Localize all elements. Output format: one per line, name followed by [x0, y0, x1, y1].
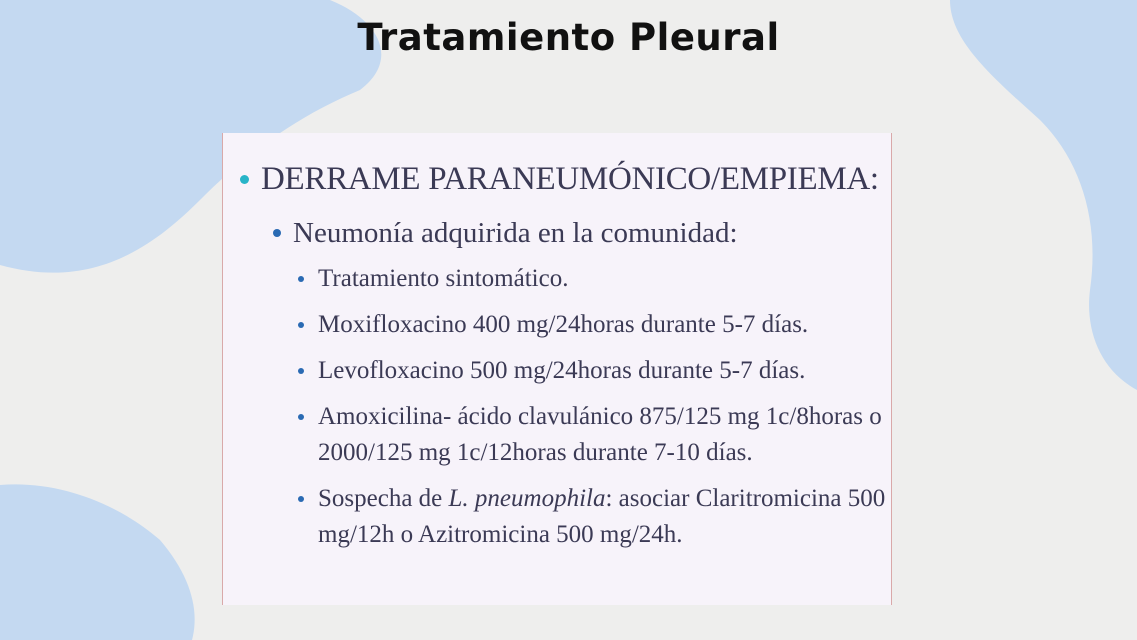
list-item [298, 399, 888, 471]
bullet-icon [298, 368, 304, 374]
list-item-text: Moxifloxacino 400 mg/24horas durante 5-7 días. [318, 311, 809, 338]
list-item [298, 261, 888, 297]
list-item-text: Amoxicilina- ácido clavulánico 875/125 mg 1c/8horas o 2000/125 mg 1c/12horas durante 7-10 días. [318, 403, 882, 466]
list-item-text-after: : asociar Claritromicina 500 mg/12h o Azitromicina 500 mg/24h. [318, 485, 886, 548]
bullet-icon [298, 322, 304, 328]
list-item-text-italic: L. pneumophila [448, 485, 606, 512]
bullet-icon [298, 414, 304, 420]
list-item-text: Tratamiento sintomático. [318, 265, 569, 292]
slide-image [222, 133, 892, 605]
list-item [298, 481, 888, 553]
list-item-text: Levofloxacino 500 mg/24horas durante 5-7 días. [318, 357, 806, 384]
treatment-list [298, 261, 888, 563]
page-title: Tratamiento Pleural [357, 16, 780, 59]
bullet-icon [298, 496, 304, 502]
subheading-bullet-icon [273, 229, 281, 237]
list-item-text-before: Sospecha de [318, 485, 449, 512]
slide-heading: DERRAME PARANEUMÓNICO/EMPIEMA: [261, 161, 879, 197]
list-item [298, 353, 888, 389]
blob-bottom-left [0, 484, 195, 640]
bullet-icon [298, 276, 304, 282]
slide-subheading: Neumonía adquirida en la comunidad: [293, 217, 738, 249]
list-item [298, 307, 888, 343]
heading-bullet-icon [240, 175, 249, 184]
